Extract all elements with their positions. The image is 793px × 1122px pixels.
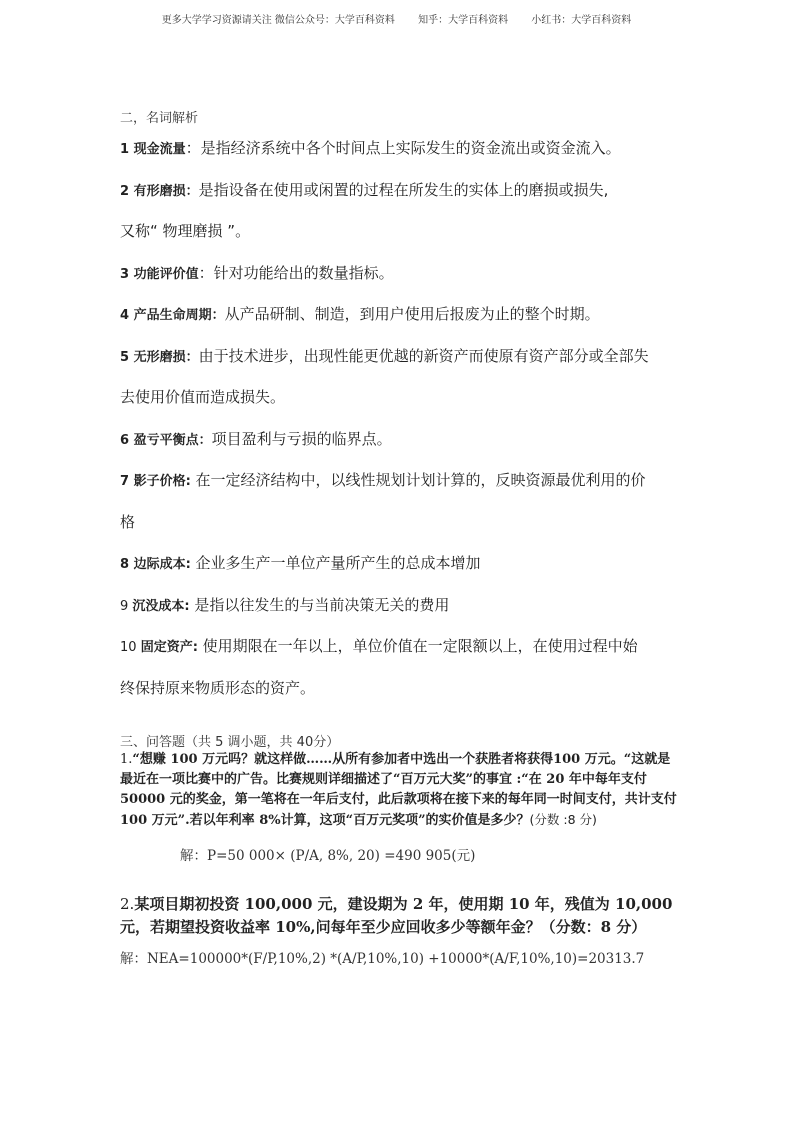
answer-1: 解：P=50 000× (P/A, 8%, 20) =490 905(元) (180, 848, 476, 864)
question-number: 1. (120, 752, 133, 767)
section-2-title: 二，名词解析 (120, 111, 199, 126)
term-label: 2 有形磨损： (120, 184, 199, 199)
term-label: 7 影子价格: (120, 474, 191, 489)
term-label: 沉没成本: (132, 599, 190, 614)
term-4 (120, 303, 600, 324)
term-definition: 由于技术进步，出现性能更优越的新资产而使原有资产部分或全部失 (198, 347, 649, 365)
question-text: 某项目期初投资 100,000 元，建设期为 2 年，使用期 10 年，残值为 10,000 元，若期望投资收益率 10%,问每年至少应回收多少等额年金？（分数：8 分） (120, 895, 673, 936)
term-2 (120, 179, 608, 200)
term-definition: ：是指经济系统中各个时间点上实际发生的资金流出或资金流入。 (185, 139, 621, 157)
term-10-continuation: 终保持原来物质形态的资产。 (120, 679, 316, 697)
term-definition: 在一定经济结构中，以线性规划计划计算的，反映资源最优利用的价 (190, 471, 646, 489)
term-2-continuation: 又称“ 物理磨损 ”。 (120, 222, 251, 240)
term-7 (120, 469, 646, 490)
term-label: 4 产品生命周期： (120, 308, 225, 323)
answer-2: 解：NEA=100000*(F/P,10%,2) *(A/P,10%,10) +10000*(A/F,10%,10)=20313.7 (120, 951, 645, 967)
term-7-continuation: 格 (120, 513, 136, 531)
header-xiaohongshu: 小红书：大学百科资料 (531, 15, 632, 26)
page-header (0, 11, 793, 26)
term-definition: 使用期限在一年以上，单位价值在一定限额以上，在使用过程中始 (197, 637, 638, 655)
header-wechat: 更多大学学习资源请关注 微信公众号：大学百科资料 (161, 15, 395, 26)
term-9 (120, 594, 449, 615)
term-label: 3 功能评价值 (120, 267, 199, 282)
term-number: 10 (120, 640, 141, 655)
term-definition: 从产品研制、制造，到用户使用后报废为止的整个时期。 (224, 305, 600, 323)
question-2 (120, 893, 680, 939)
term-label: 8 边际成本: (120, 557, 191, 572)
term-label: 固定资产: (140, 640, 198, 655)
term-5 (120, 345, 649, 366)
question-score: (分数 :8 分) (529, 812, 597, 827)
question-text: “想赚 100 万元吗？就这样做……从所有参加者中选出一个获胜者将获得100 万元。“这就是最近在一项比赛中的广告。比赛规则详细描述了“百万元大奖”的事宜 :“在 20 年中每年支付 50000 元的奖金，第一笔将在一年后支付，此后款项将在接下来的每年同一时间支付，共计支付 100 万元”.若以年利率 8%计算，这项“百万元奖项”的实价值是多少？ (120, 752, 677, 828)
term-6 (120, 428, 392, 449)
section-3-title: 三、问答题（共 5 调小题，共 40分） (120, 735, 340, 750)
question-number: 2. (120, 895, 135, 913)
term-3 (120, 262, 394, 283)
term-number: 9 (120, 599, 133, 614)
term-label: 6 盈亏平衡点： (120, 433, 212, 448)
question-1 (120, 750, 680, 831)
term-label: 5 无形磨损： (120, 350, 199, 365)
term-definition: 是指设备在使用或闲置的过程在所发生的实体上的磨损或损失, (198, 181, 609, 199)
header-zhihu: 知乎：大学百科资料 (418, 15, 509, 26)
term-1 (120, 137, 621, 158)
term-definition: ：针对功能给出的数量指标。 (198, 264, 394, 282)
term-definition: 企业多生产一单位产量所产生的总成本增加 (190, 554, 481, 572)
term-label: 1 现金流量 (120, 142, 186, 157)
term-definition: 是指以往发生的与当前决策无关的费用 (189, 596, 450, 614)
term-10 (120, 635, 638, 656)
term-5-continuation: 去使用价值而造成损失。 (120, 388, 286, 406)
term-definition: 项目盈利与亏损的临界点。 (211, 430, 392, 448)
term-8 (120, 552, 481, 573)
